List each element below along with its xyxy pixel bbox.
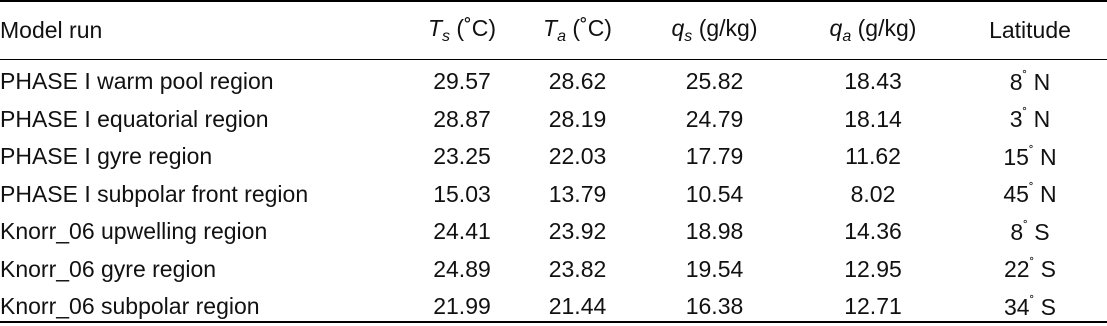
cell-ts: 29.57	[433, 68, 491, 95]
cell-model-run: Knorr_06 subpolar region	[0, 293, 260, 320]
cell-qs: 24.79	[685, 105, 744, 132]
degree-symbol: ˚	[1029, 255, 1035, 272]
cell-qs: 10.54	[685, 180, 744, 207]
cell-ts: 24.89	[433, 255, 491, 282]
cell-model-run: PHASE I subpolar front region	[0, 180, 309, 207]
table-row	[0, 101, 1107, 139]
header-latitude: Latitude	[989, 17, 1071, 43]
cell-model-run: PHASE I warm pool region	[0, 68, 274, 95]
table-row	[0, 251, 1107, 289]
header-qs: $q_s$ (g/kg)	[671, 15, 758, 45]
table-row	[0, 138, 1107, 176]
cell-qa: 12.71	[844, 293, 902, 320]
header-qa: $q_a$ (g/kg)	[829, 15, 917, 45]
cell-latitude	[953, 101, 1107, 139]
cell-ts: 23.25	[433, 143, 491, 170]
cell-qs: 19.54	[685, 255, 744, 282]
cell-latitude	[953, 59, 1107, 101]
latitude-hemisphere: S	[1040, 256, 1056, 283]
cell-qa: 18.43	[844, 68, 902, 95]
latitude-hemisphere: N	[1033, 106, 1051, 133]
cell-latitude	[953, 213, 1107, 251]
cell-latitude	[953, 251, 1107, 289]
degree-symbol: ˚	[1022, 105, 1028, 122]
latitude-hemisphere: S	[1034, 218, 1050, 245]
cell-latitude	[953, 288, 1107, 326]
cell-latitude	[953, 138, 1107, 176]
cell-ta: 22.03	[548, 143, 607, 170]
table-row	[0, 59, 1107, 101]
latitude-degrees: 22	[1004, 256, 1030, 283]
cell-model-run: Knorr_06 gyre region	[0, 255, 217, 282]
header-ta: $T_a$ (˚C)	[543, 15, 612, 45]
cell-ta: 28.19	[548, 105, 607, 132]
latitude-degrees: 15	[1003, 143, 1029, 170]
cell-qs: 18.98	[685, 218, 744, 245]
table-row	[0, 213, 1107, 251]
degree-symbol: ˚	[1023, 217, 1028, 234]
table-body	[0, 59, 1107, 326]
latitude-degrees: 8	[1010, 218, 1024, 245]
header-ts: $T_s$ (˚C)	[427, 15, 497, 45]
cell-qs: 25.82	[685, 68, 744, 95]
table-row	[0, 288, 1107, 326]
latitude-degrees: 3	[1009, 106, 1023, 133]
degree-symbol: ˚	[1029, 292, 1035, 309]
cell-ts: 24.41	[433, 218, 491, 245]
header-row	[0, 2, 1107, 59]
latitude-hemisphere: N	[1033, 68, 1051, 95]
latitude-hemisphere: N	[1040, 181, 1057, 208]
degree-symbol: ˚	[1022, 67, 1028, 84]
cell-ta: 23.82	[548, 255, 607, 282]
table-row	[0, 176, 1107, 214]
cell-qa: 12.95	[844, 255, 902, 282]
header-model-run: Model run	[0, 17, 103, 43]
latitude-degrees: 45	[1003, 181, 1029, 208]
degree-symbol: ˚	[1028, 142, 1034, 159]
cell-ta: 21.44	[548, 293, 607, 320]
cell-ta: 28.62	[548, 68, 607, 95]
cell-latitude	[953, 176, 1107, 214]
latitude-hemisphere: S	[1040, 293, 1056, 320]
cell-qs: 17.79	[685, 143, 744, 170]
cell-ta: 23.92	[548, 218, 607, 245]
cell-model-run: Knorr_06 upwelling region	[0, 218, 268, 245]
cell-qa: 14.36	[844, 218, 902, 245]
cell-qa: 11.62	[845, 143, 901, 170]
degree-symbol: ˚	[1028, 180, 1034, 197]
cell-qs: 16.38	[685, 293, 744, 320]
cell-qa: 8.02	[850, 180, 896, 207]
cell-qa: 18.14	[844, 105, 902, 132]
cell-ts: 28.87	[433, 105, 491, 132]
cell-model-run: PHASE I equatorial region	[0, 105, 269, 132]
cell-ts: 15.03	[433, 180, 491, 207]
latitude-hemisphere: N	[1040, 143, 1057, 170]
cell-ts: 21.99	[433, 293, 491, 320]
cell-model-run: PHASE I gyre region	[0, 143, 213, 170]
latitude-degrees: 34	[1004, 293, 1030, 320]
model-run-table	[0, 2, 1107, 326]
latitude-degrees: 8	[1009, 68, 1023, 95]
cell-ta: 13.79	[548, 180, 607, 207]
